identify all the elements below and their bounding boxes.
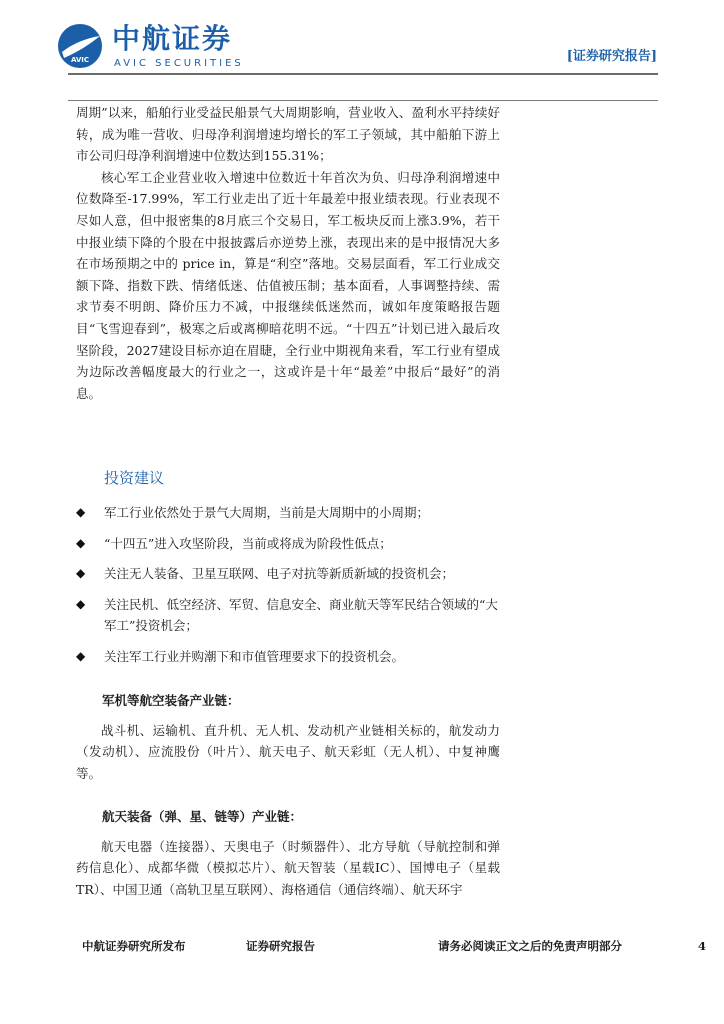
chain-title-aviation: 军机等航空装备产业链： [102,693,240,708]
footer-doc-type: 证券研究报告 [246,939,315,953]
chain-aerospace [76,806,500,900]
diamond-bullet-icon: ◆ [76,505,86,519]
report-type-tag: [证券研究报告] [566,49,657,64]
bullet-text: 关注无人装备、卫星互联网、电子对抗等新质新域的投资机会； [104,566,455,582]
footer-disclaimer: 请务必阅读正文之后的免责声明部分 [438,939,622,953]
diamond-bullet-icon: ◆ [76,535,86,550]
investment-bullet-list [76,502,506,677]
company-logo [56,20,276,72]
list-item [76,533,506,555]
footer-publisher: 中航证券研究所发布 [82,939,186,953]
chain-body-aerospace: 航天电器（连接器）、天奥电子（时频器件）、北方导航（导航控制和弹药信息化）、成都华微（模拟芯片）、航天智装（星载IC）、国博电子（星载TR）、中国卫通（高轨卫星互联网）、海格通信（通信终端）、航天环宇 [76,838,500,897]
paragraph-shipbuilding: 周期”以来，船舶行业受益民船景气大周期影响，营业收入、盈利水平持续好转，成为唯一营收、归母净利润增速均增长的军工子领域，其中船舶下游上市公司归母净利润增速中位数达到155.31%； [76,105,500,164]
diamond-bullet-icon: ◆ [76,648,86,663]
list-item [76,563,506,585]
logo-badge-text: AVIC [70,56,90,64]
paragraph-core-analysis: 核心军工企业营业收入增速中位数近十年首次为负、归母净利润增速中位数降至-17.99%，军工行业走出了近十年最差中报业绩表现。行业表现不尽如人意，但中报密集的8月底三个交易日，军工板块反而上涨3.9%，若干中报业绩下降的个股在中报披露后亦逆势上涨，表现出来的是中报情况大多在市场预期之中的 price in，算是“利空”落地。交易层面看，军工行业成交额下降、指数下跌、情绪低迷、估值被压制；基本面看，人事调整持续、需求节奏不明朗、降价压力不减，中报继续低迷然而，诚如年度策略报告题目“飞雪迎春到”，极寒之后或离柳暗花明不远。“十四五”计划已进入最后攻坚阶段，2027建设目标亦迫在眉睫，全行业中期视角来看，军工行业有望成为边际改善幅度最大的行业之一，这或许是十年“最差”中报后“最好”的消息。 [76,169,500,401]
page-number: 4 [698,939,707,953]
chain-aviation [76,690,500,784]
logo-english-name: AVIC SECURITIES [114,58,244,69]
bullet-text: 军工行业依然处于景气大周期，当前是大周期中的小周期； [104,505,430,520]
body-text [76,102,500,404]
list-item [76,502,506,524]
logo-chinese-name: 中航证券 [112,22,233,55]
header-divider-thin [68,100,658,101]
list-item [76,646,506,668]
bullet-text: 关注军工行业并购潮下和市值管理要求下的投资机会。 [104,648,405,664]
avic-logo-icon [56,22,104,70]
diamond-bullet-icon: ◆ [76,596,86,611]
diamond-bullet-icon: ◆ [76,566,86,581]
bullet-text: “十四五”进入攻坚阶段，当前或将成为阶段性低点； [104,535,392,551]
chain-title-aerospace: 航天装备（弹、星、链等）产业链： [102,809,303,824]
bullet-text: 关注民机、低空经济、军贸、信息安全、商业航天等军民结合领域的“大军工”投资机会； [104,596,498,634]
page-footer [0,936,724,960]
chain-body-aviation: 战斗机、运输机、直升机、无人机、发动机产业链相关标的，航发动力（发动机）、应流股份（叶片）、航天电子、航天彩虹（无人机）、中复神鹰等。 [76,722,500,781]
header-divider [68,73,658,75]
list-item [76,594,506,637]
section-title-investment: 投资建议 [104,469,165,487]
